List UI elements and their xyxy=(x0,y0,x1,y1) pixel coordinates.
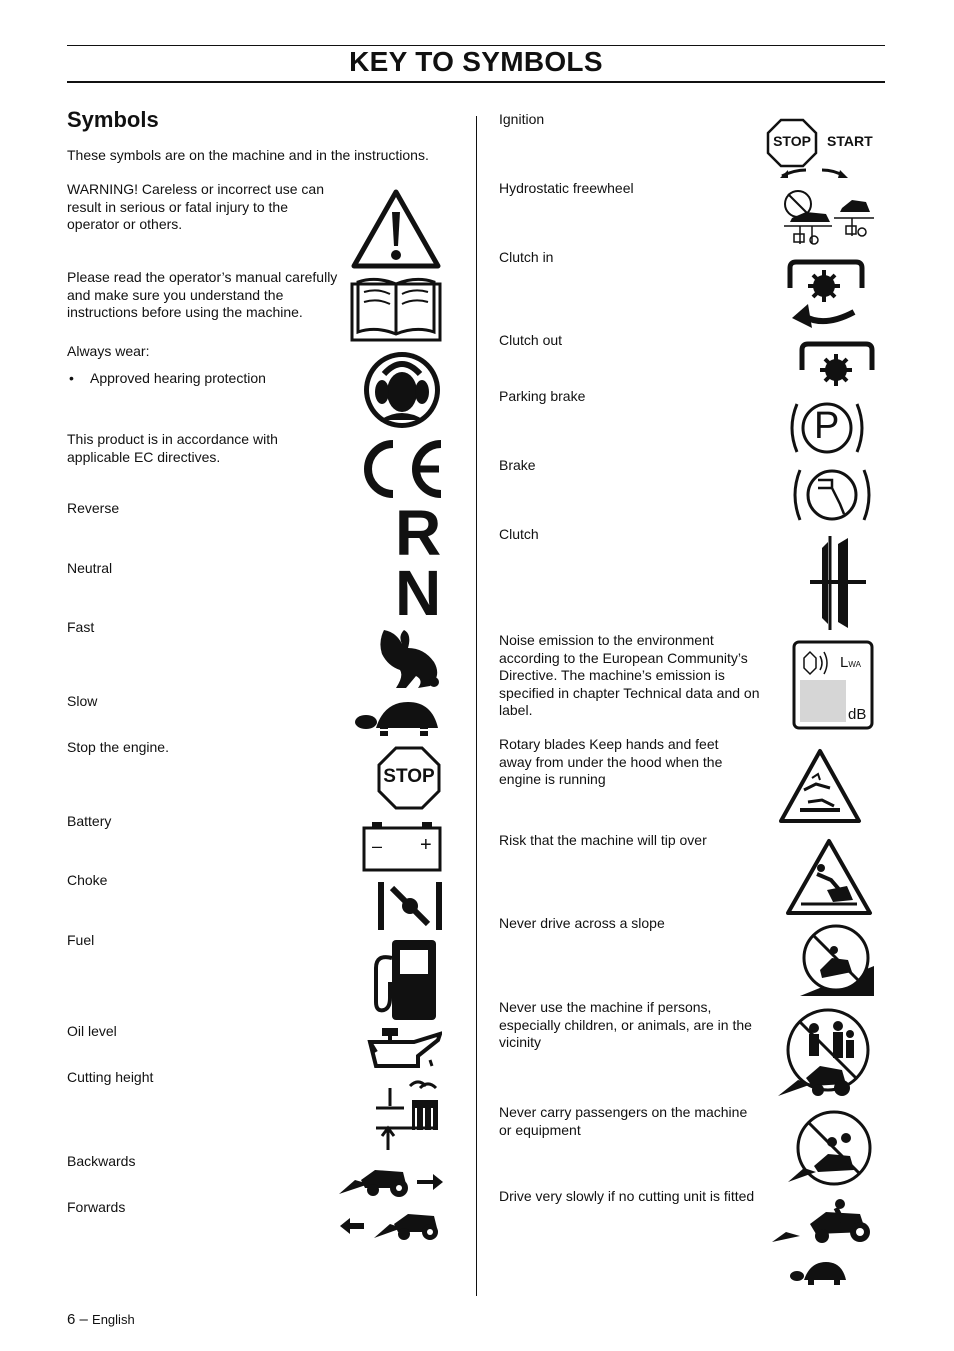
fuel-text: Fuel xyxy=(67,932,95,948)
slow-text: Slow xyxy=(67,693,98,709)
mower-backwards-icon xyxy=(335,1158,445,1198)
drive-slowly-mower-icon xyxy=(770,1194,876,1246)
parking-brake-text: Parking brake xyxy=(499,388,586,404)
clutch-in-text: Clutch in xyxy=(499,249,554,265)
parking-letter: P xyxy=(814,405,840,447)
no-slope-icon xyxy=(798,922,876,998)
noise-lwa-letter: L xyxy=(840,654,849,671)
neutral-letter: N xyxy=(395,557,442,629)
battery-minus: – xyxy=(372,836,383,856)
clutch-out-icon xyxy=(798,340,876,390)
passengers-text: Never carry passengers on the machine or equipment xyxy=(499,1104,748,1138)
noise-text: Noise emission to the environment according to the European Community’s Directive. The machine’s emission is specified in chapter Technical data and on label. xyxy=(499,632,760,718)
fuel-pump-icon xyxy=(370,938,440,1022)
brake-text: Brake xyxy=(499,457,536,473)
no-persons-icon xyxy=(776,1004,876,1104)
tip-over-warning-icon xyxy=(785,838,873,916)
ce-text: This product is in accordance with applicable EC directives. xyxy=(67,431,278,465)
footer-language: English xyxy=(92,1312,135,1327)
tip-over-text: Risk that the machine will tip over xyxy=(499,832,707,848)
noise-label-icon xyxy=(792,640,874,730)
ignition-text: Ignition xyxy=(499,111,545,127)
ignition-stop-text: STOP xyxy=(773,133,811,149)
parking-brake-icon xyxy=(787,396,867,460)
page-footer xyxy=(67,1311,135,1328)
noise-lwa-subscript: WA xyxy=(848,660,861,669)
clutch-icon xyxy=(808,534,868,632)
backwards-text: Backwards xyxy=(67,1153,136,1169)
turtle-icon xyxy=(354,698,440,738)
section-heading: Symbols xyxy=(67,107,159,132)
page-title: KEY TO SYMBOLS xyxy=(349,46,603,77)
fast-text: Fast xyxy=(67,619,95,635)
manual-text: Please read the operator’s manual carefully and make sure you understand the instructions before using the machine. xyxy=(67,269,338,320)
rotary-blades-text: Rotary blades Keep hands and feet away from under the hood when the engine is running xyxy=(499,736,723,787)
reverse-icon xyxy=(395,497,442,569)
warning-triangle-icon xyxy=(350,188,442,270)
book-icon xyxy=(350,272,442,342)
clutch-out-text: Clutch out xyxy=(499,332,563,348)
slope-text: Never drive across a slope xyxy=(499,915,665,931)
battery-plus: + xyxy=(420,834,432,856)
drive-slowly-text: Drive very slowly if no cutting unit is fitted xyxy=(499,1188,755,1204)
clutch-text: Clutch xyxy=(499,526,539,542)
bullet: • xyxy=(69,370,74,386)
ignition-stop-icon xyxy=(766,118,818,168)
title-underline xyxy=(67,81,885,83)
column-divider xyxy=(476,116,477,1296)
ignition-start-label: START xyxy=(827,133,873,149)
cutting-height-text: Cutting height xyxy=(67,1069,154,1085)
always-wear-text: Always wear: xyxy=(67,343,150,359)
rabbit-icon xyxy=(374,626,444,692)
rotary-blades-warning-icon xyxy=(778,748,862,824)
oil-level-text: Oil level xyxy=(67,1023,117,1039)
hydrostatic-freewheel-icon xyxy=(780,186,876,248)
cutting-height-icon xyxy=(374,1078,440,1152)
battery-icon xyxy=(362,820,442,872)
stop-sign-icon xyxy=(377,746,441,810)
no-passengers-icon xyxy=(786,1110,876,1186)
oil-can-icon xyxy=(366,1026,442,1070)
forwards-text: Forwards xyxy=(67,1199,126,1215)
intro-text: These symbols are on the machine and in the instructions. xyxy=(67,147,429,163)
choke-text: Choke xyxy=(67,872,108,888)
mower-forwards-icon xyxy=(338,1204,442,1242)
drive-slowly-turtle-icon xyxy=(790,1260,848,1286)
warning-text: WARNING! Careless or incorrect use can result in serious or fatal injury to the operator or others. xyxy=(67,181,324,232)
hearing-protection-icon xyxy=(362,350,442,430)
noise-lwa-text xyxy=(840,654,861,671)
hydrostatic-text: Hydrostatic freewheel xyxy=(499,180,634,196)
hearing-protection-text: Approved hearing protection xyxy=(90,370,266,386)
persons-text: Never use the machine if persons, especially children, or animals, are in the vicinity xyxy=(499,999,752,1050)
reverse-letter: R xyxy=(395,497,442,569)
ce-mark-icon xyxy=(355,438,445,500)
clutch-in-icon xyxy=(784,258,868,334)
noise-db-text: dB xyxy=(848,706,867,723)
reverse-text: Reverse xyxy=(67,500,120,516)
brake-icon xyxy=(790,464,874,526)
ignition-arrows-icon xyxy=(778,164,850,180)
neutral-text: Neutral xyxy=(67,560,113,576)
stop-engine-text: Stop the engine. xyxy=(67,739,169,755)
choke-icon xyxy=(376,880,444,932)
stop-sign-text: STOP xyxy=(383,766,435,787)
battery-text: Battery xyxy=(67,813,112,829)
neutral-icon xyxy=(395,557,442,629)
page-number: 6 – xyxy=(67,1311,88,1328)
